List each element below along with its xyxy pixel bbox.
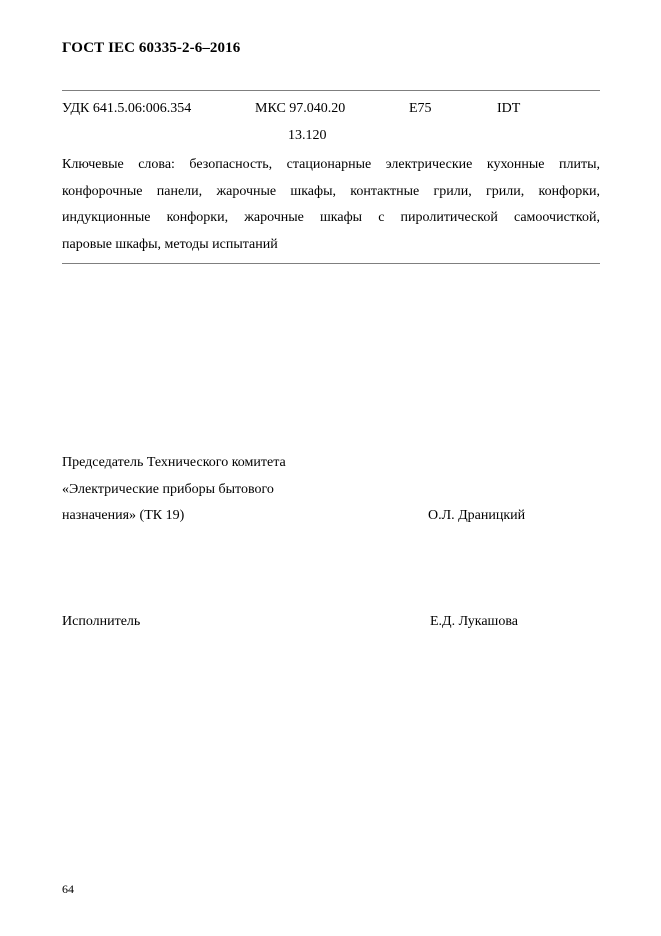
chairman-role-line: Председатель Технического комитета [62,455,286,470]
keywords-line: индукционные конфорки, жарочные шкафы с пиролитической самоочисткой, [62,210,600,225]
degree-of-correspondence: IDT [497,101,521,116]
chairman-role-line: назначения» (ТК 19) [62,508,185,523]
okp-code: Е75 [409,101,432,116]
keywords-line: конфорочные панели, жарочные шкафы, контактные грили, грили, конфорки, [62,183,600,199]
keywords-line: паровые шкафы, методы испытаний [62,236,278,252]
standard-code-title: ГОСТ IEC 60335-2-6–2016 [62,40,241,56]
keywords-line: Ключевые слова: безопасность, стационарные электрические кухонные плиты, [62,157,600,172]
executor-role: Исполнитель [62,614,141,629]
mks-code-line1: МКС 97.040.20 [255,101,346,116]
mks-code-line2: 13.120 [288,128,327,143]
top-divider [62,90,600,91]
executor-name: Е.Д. Лукашова [430,614,518,629]
bottom-divider [62,263,600,264]
chairman-role-line: «Электрические приборы бытового [62,481,274,497]
page-number: 64 [62,882,74,896]
keywords-paragraph [62,152,600,258]
chairman-role [62,450,286,530]
chairman-name: О.Л. Драницкий [428,508,526,523]
udk-code: УДК 641.5.06:006.354 [62,101,192,116]
